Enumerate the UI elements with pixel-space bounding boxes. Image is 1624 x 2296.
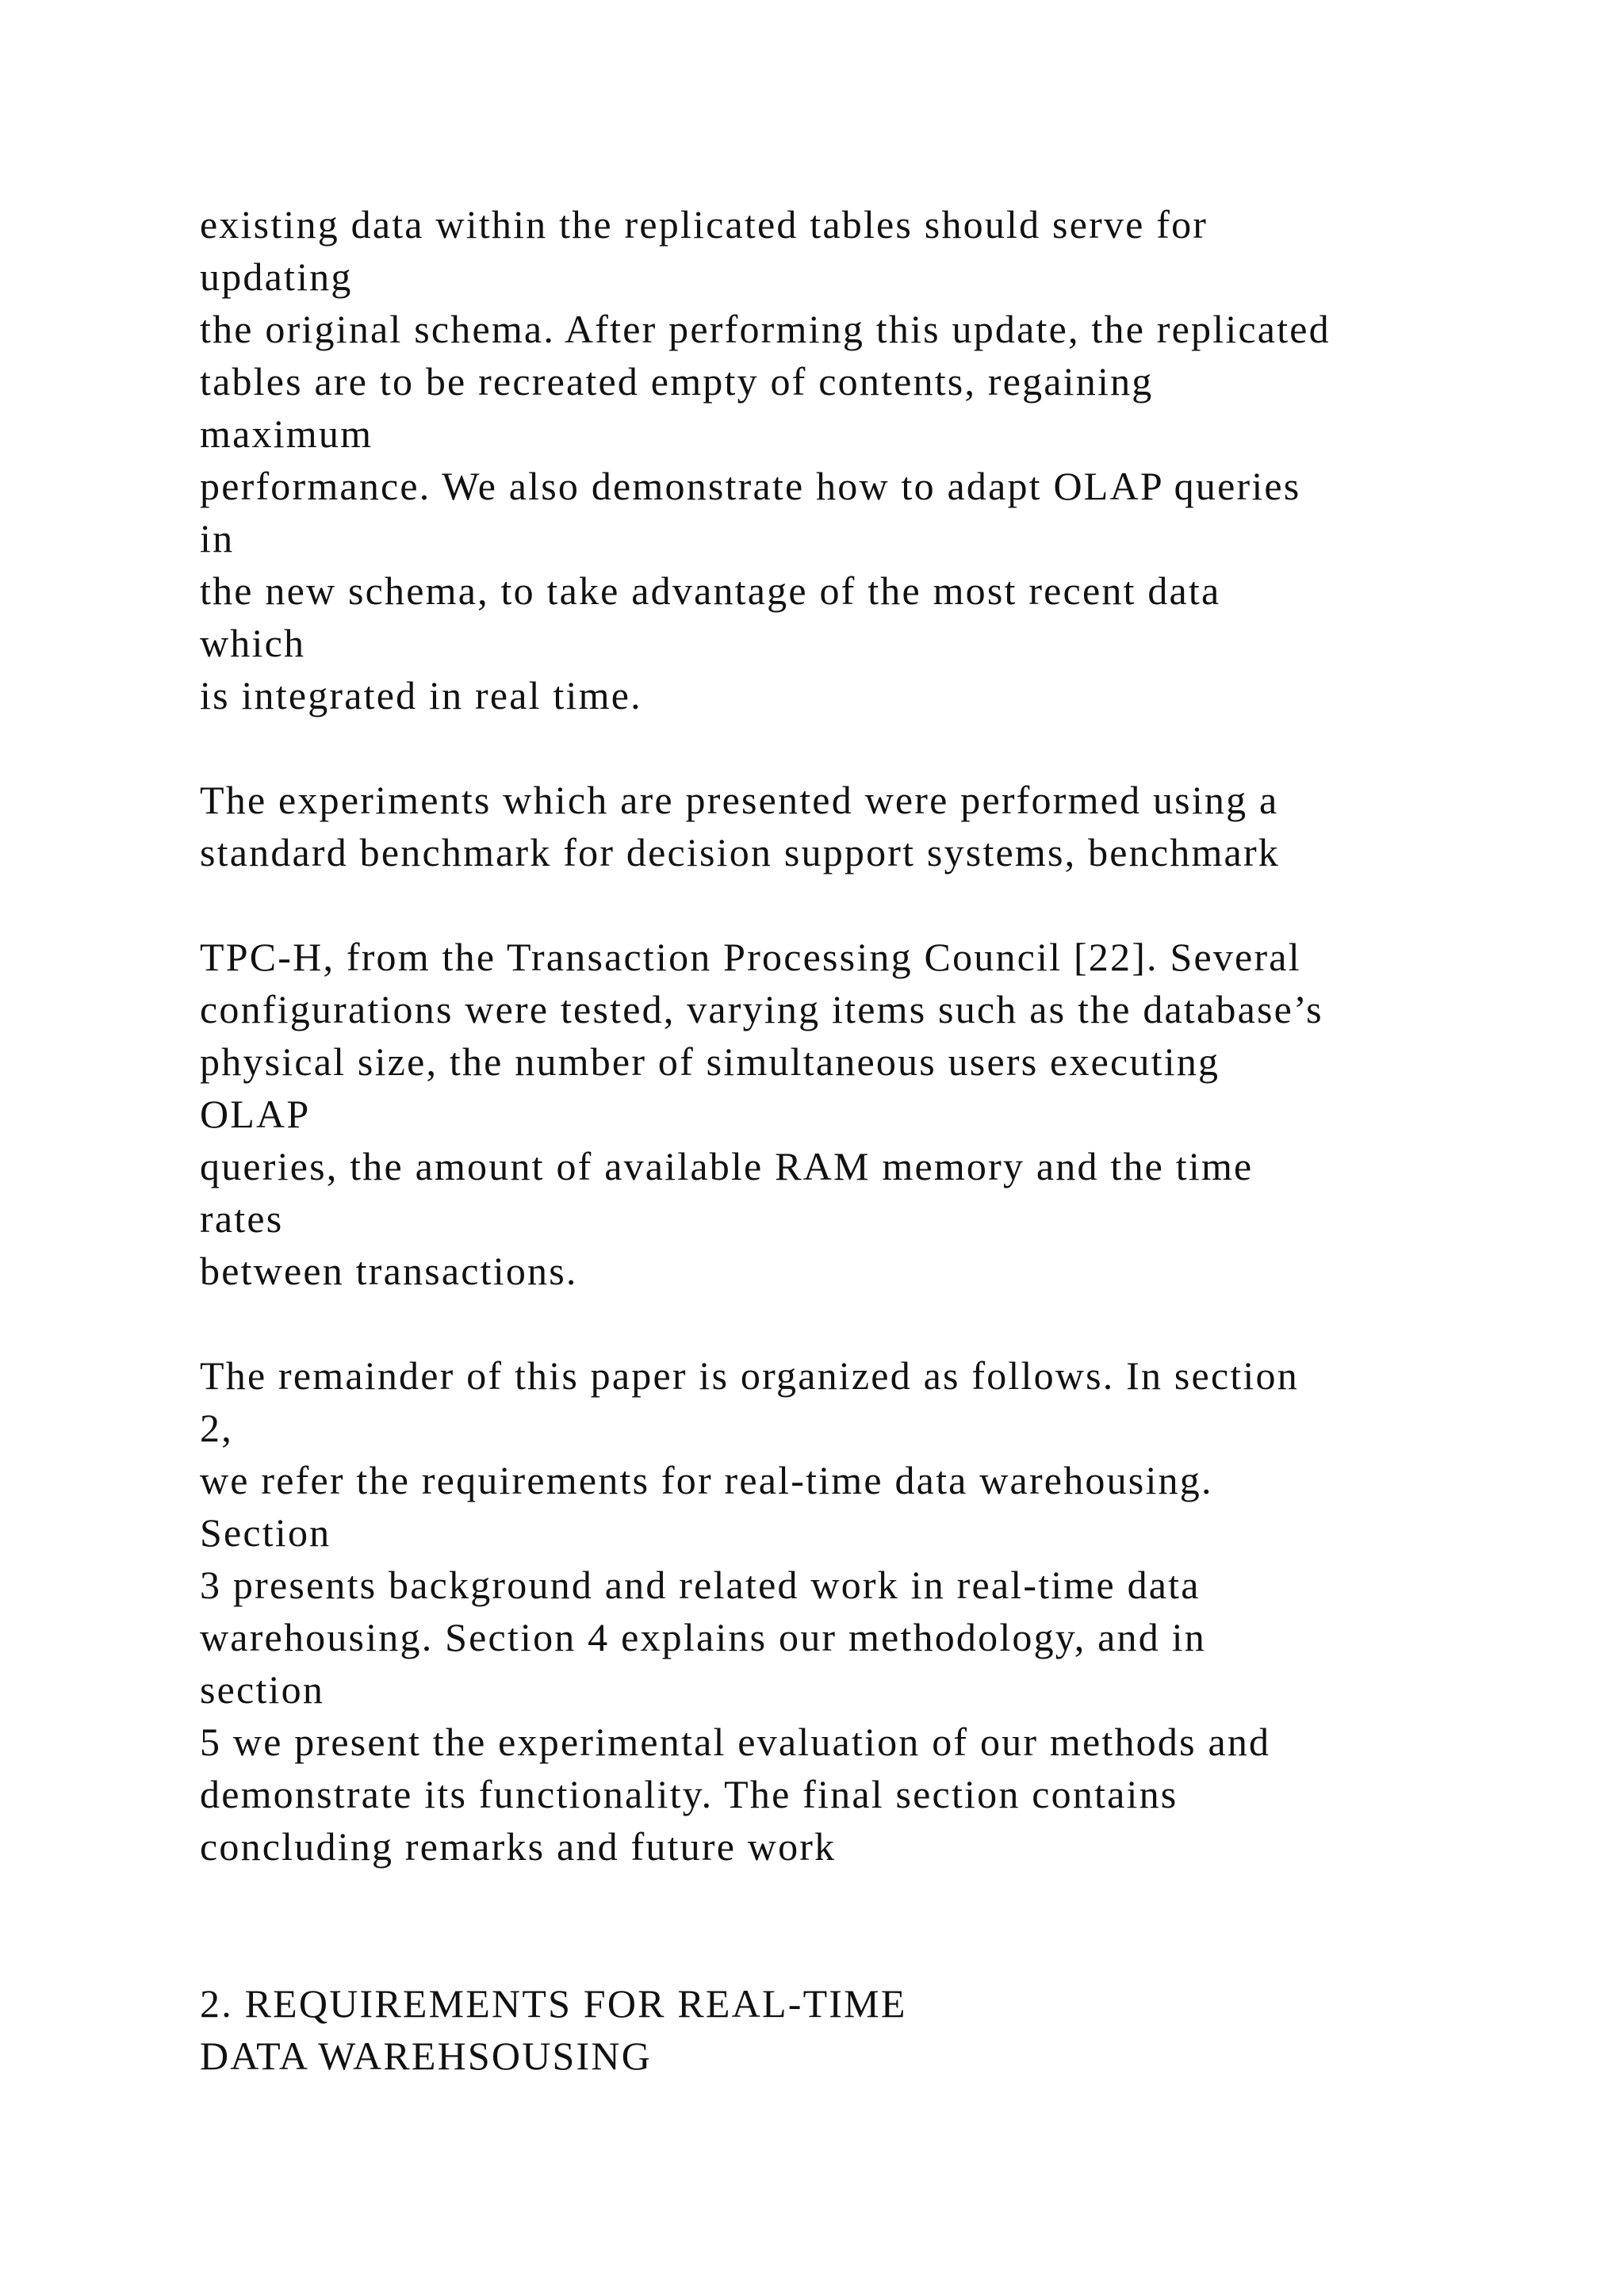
text-line: is integrated in real time. [200, 673, 642, 718]
text-line: rates [200, 1196, 284, 1241]
text-line: concluding remarks and future work [200, 1824, 837, 1869]
text-line: warehousing. Section 4 explains our methodology, and in [200, 1615, 1206, 1659]
text-line: OLAP [200, 1092, 311, 1136]
text-line: the original schema. After performing this update, the replicated [200, 307, 1331, 351]
text-line: performance. We also demonstrate how to adapt OLAP queries [200, 464, 1301, 508]
text-line: we refer the requirements for real-time data warehousing. [200, 1458, 1213, 1502]
heading-line: 2. REQUIREMENTS FOR REAL-TIME [200, 1981, 907, 2026]
text-line: The experiments which are presented were performed using a [200, 778, 1279, 822]
text-line: updating [200, 254, 353, 299]
text-line: the new schema, to take advantage of the most recent data [200, 568, 1221, 613]
text-line: tables are to be recreated empty of contents, regaining [200, 359, 1154, 404]
text-line: 2, [200, 1406, 233, 1450]
text-line: demonstrate its functionality. The final section contains [200, 1772, 1178, 1816]
text-line: queries, the amount of available RAM memory and the time [200, 1144, 1254, 1188]
text-line: section [200, 1667, 325, 1712]
text-line: physical size, the number of simultaneous users executing [200, 1039, 1220, 1084]
text-line: configurations were tested, varying items such as the database’s [200, 987, 1323, 1031]
text-line: between transactions. [200, 1249, 578, 1293]
text-line: TPC-H, from the Transaction Processing Council [22]. Several [200, 935, 1301, 979]
text-line: Section [200, 1510, 331, 1555]
text-line: maximum [200, 411, 373, 456]
text-line: which [200, 621, 306, 665]
text-line: in [200, 516, 235, 561]
text-line: existing data within the replicated tables should serve for [200, 202, 1208, 247]
text-line: The remainder of this paper is organized as follows. In section [200, 1353, 1299, 1398]
text-line: standard benchmark for decision support systems, benchmark [200, 830, 1280, 874]
text-line: 3 presents background and related work in real-time data [200, 1563, 1201, 1607]
text-line: 5 we present the experimental evaluation of our methods and [200, 1720, 1271, 1764]
heading-line: DATA WAREHSOUSING [200, 2034, 653, 2078]
